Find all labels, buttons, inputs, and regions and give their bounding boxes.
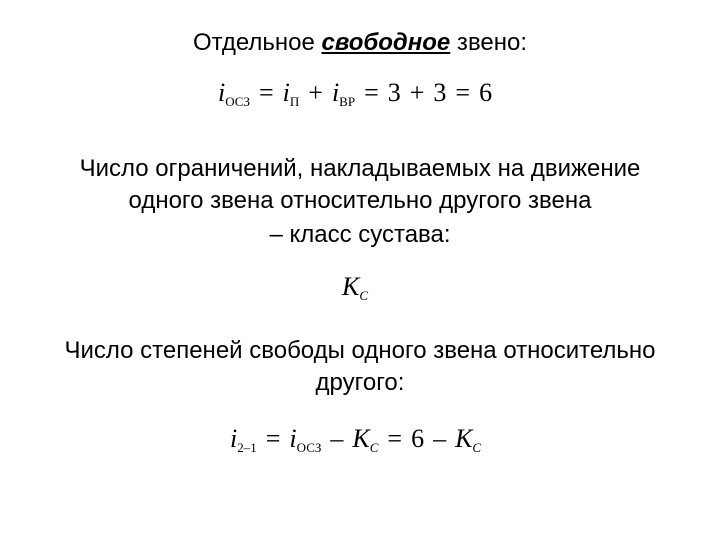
freedom-line2: другого: bbox=[315, 369, 405, 396]
formula2-eq1: = bbox=[265, 424, 281, 453]
formula-relative-freedom bbox=[230, 424, 481, 463]
formula2-minus2: – bbox=[433, 424, 447, 453]
formula-total-freedom bbox=[218, 78, 492, 117]
formula2-sub2: ОСЗ bbox=[296, 440, 322, 455]
formula1-n1: 3 bbox=[387, 78, 401, 107]
formula1-var2: i bbox=[282, 78, 290, 107]
formula1-var1: i bbox=[218, 78, 226, 107]
formula2-var4: K bbox=[455, 424, 473, 453]
formula1-eq3: = bbox=[455, 78, 471, 107]
formula1-eq1: = bbox=[258, 78, 274, 107]
formula2-var3: K bbox=[352, 424, 370, 453]
formula2-n1: 6 bbox=[411, 424, 425, 453]
freedom-line1: Число степеней свободы одного звена относительно bbox=[64, 337, 656, 364]
formula2-sub1: 2–1 bbox=[237, 440, 257, 455]
formula1-sub1: ОСЗ bbox=[225, 94, 250, 109]
constraints-line1: Число ограничений, накладываемых на движение bbox=[79, 155, 641, 182]
constraints-line3: – класс сустава: bbox=[269, 221, 451, 248]
kc-var: K bbox=[342, 272, 360, 301]
formula1-var3: i bbox=[331, 78, 340, 107]
formula1-sub3: ВР bbox=[339, 94, 356, 109]
joint-class-symbol bbox=[342, 272, 368, 311]
heading-suffix: звено: bbox=[450, 29, 528, 56]
formula2-sub3: C bbox=[369, 440, 379, 455]
formula1-plus: + bbox=[308, 78, 323, 107]
formula2-eq2: = bbox=[387, 424, 403, 453]
constraints-line2: одного звена относительно другого звена bbox=[128, 187, 592, 214]
formula1-n3: 6 bbox=[479, 78, 493, 107]
formula1-plus2: + bbox=[409, 78, 425, 107]
formula1-sub2: П bbox=[289, 94, 300, 109]
kc-sub: C bbox=[359, 288, 369, 303]
formula2-minus1: – bbox=[330, 424, 344, 453]
formula2-sub4: C bbox=[472, 440, 482, 455]
heading-emphasis: свободное bbox=[321, 29, 451, 56]
formula2-var1: i bbox=[230, 424, 238, 453]
formula2-var2: i bbox=[289, 424, 297, 453]
formula1-n2: 3 bbox=[433, 78, 447, 107]
formula1-eq2: = bbox=[364, 78, 379, 107]
heading-prefix: Отдельное bbox=[192, 29, 322, 56]
heading bbox=[0, 28, 720, 58]
